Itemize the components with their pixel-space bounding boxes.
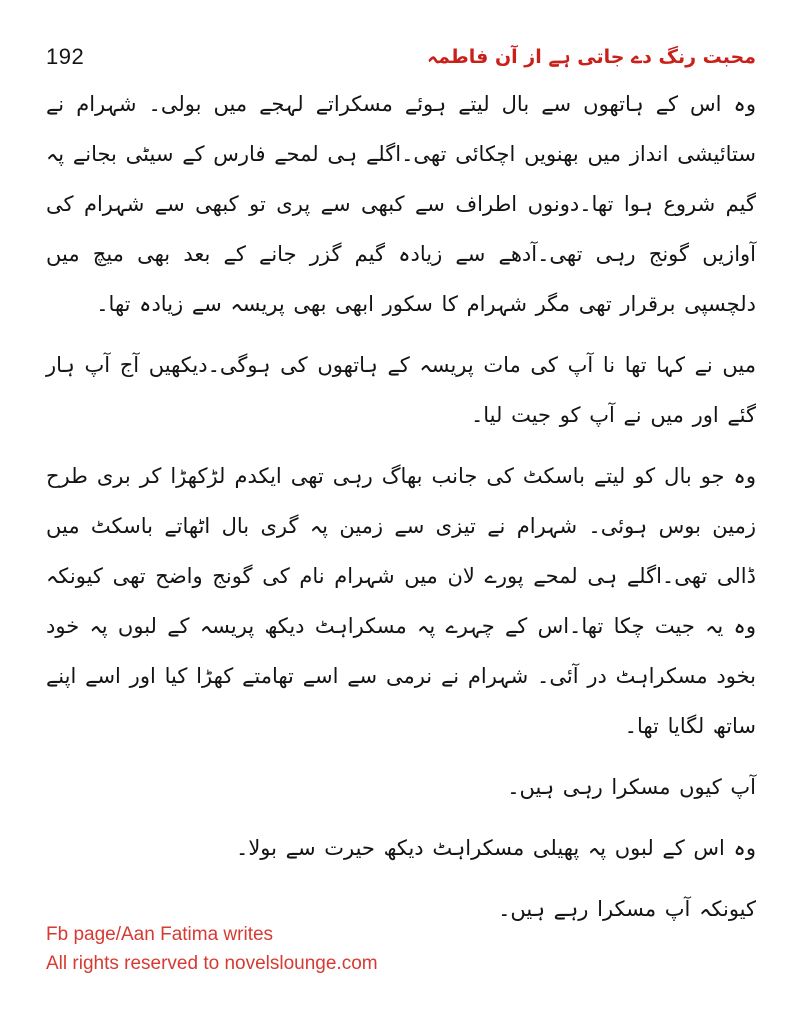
story-paragraph: کیونکہ آپ مسکرا رہے ہیں۔ (498, 896, 756, 921)
page-header (0, 0, 792, 70)
page-number: 192 (46, 44, 85, 69)
footer-copyright: All rights reserved to novelslounge.com (46, 953, 378, 974)
footer-fb-page: Fb page/Aan Fatima writes (46, 924, 274, 945)
story-paragraph: آپ کیوں مسکرا رہی ہیں۔ (507, 774, 756, 799)
story-paragraph: وہ اس کے ہاتھوں سے بال لیتے ہوئے مسکراتے لہجے میں بولی۔ شہرام نے ستائیشی انداز میں بھنویں اچکائی تھی۔اگلے ہی لمحے فارس کے سیٹی بجانے پہ گیم شروع ہوا تھا۔دونوں اطراف سے کبھی سے پری تو کبھی سے شہرام کی آوازیں گونج رہی تھی۔آدھے سے زیادہ گیم گزر جانے کے بعد بھی میچ میں دلچسپی برقرار تھی مگر شہرام کا سکور ابھی بھی پریسہ سے زیادہ تھا۔ (46, 92, 756, 316)
story-body (0, 70, 792, 935)
book-title-header: محبت رنگ دے جاتی ہے از آن فاطمہ (426, 46, 756, 68)
story-paragraph: میں نے کہا تھا نا آپ کی مات پریسہ کے ہاتھوں کی ہوگی۔دیکھیں آج آپ ہار گئے اور میں نے آپ کو جیت لیا۔ (46, 352, 756, 427)
story-paragraph: وہ جو بال کو لیتے باسکٹ کی جانب بھاگ رہی تھی ایکدم لڑکھڑا کر بری طرح زمین بوس ہوئی۔ شہرام نے تیزی سے زمین پہ گری بال اٹھاتے باسکٹ میں ڈالی تھی۔اگلے ہی لمحے پورے لان میں شہرام نام کی گونج واضح تھی کیونکہ وہ یہ جیت چکا تھا۔اس کے چہرے پہ مسکراہٹ دیکھ پریسہ کے لبوں پہ خود بخود مسکراہٹ در آئی۔ شہرام نے نرمی سے اسے تھامتے کھڑا کیا اور اسے اپنے ساتھ لگایا تھا۔ (46, 463, 756, 738)
page-footer (46, 920, 378, 978)
story-paragraph: وہ اس کے لبوں پہ پھیلی مسکراہٹ دیکھ حیرت سے بولا۔ (236, 835, 756, 860)
